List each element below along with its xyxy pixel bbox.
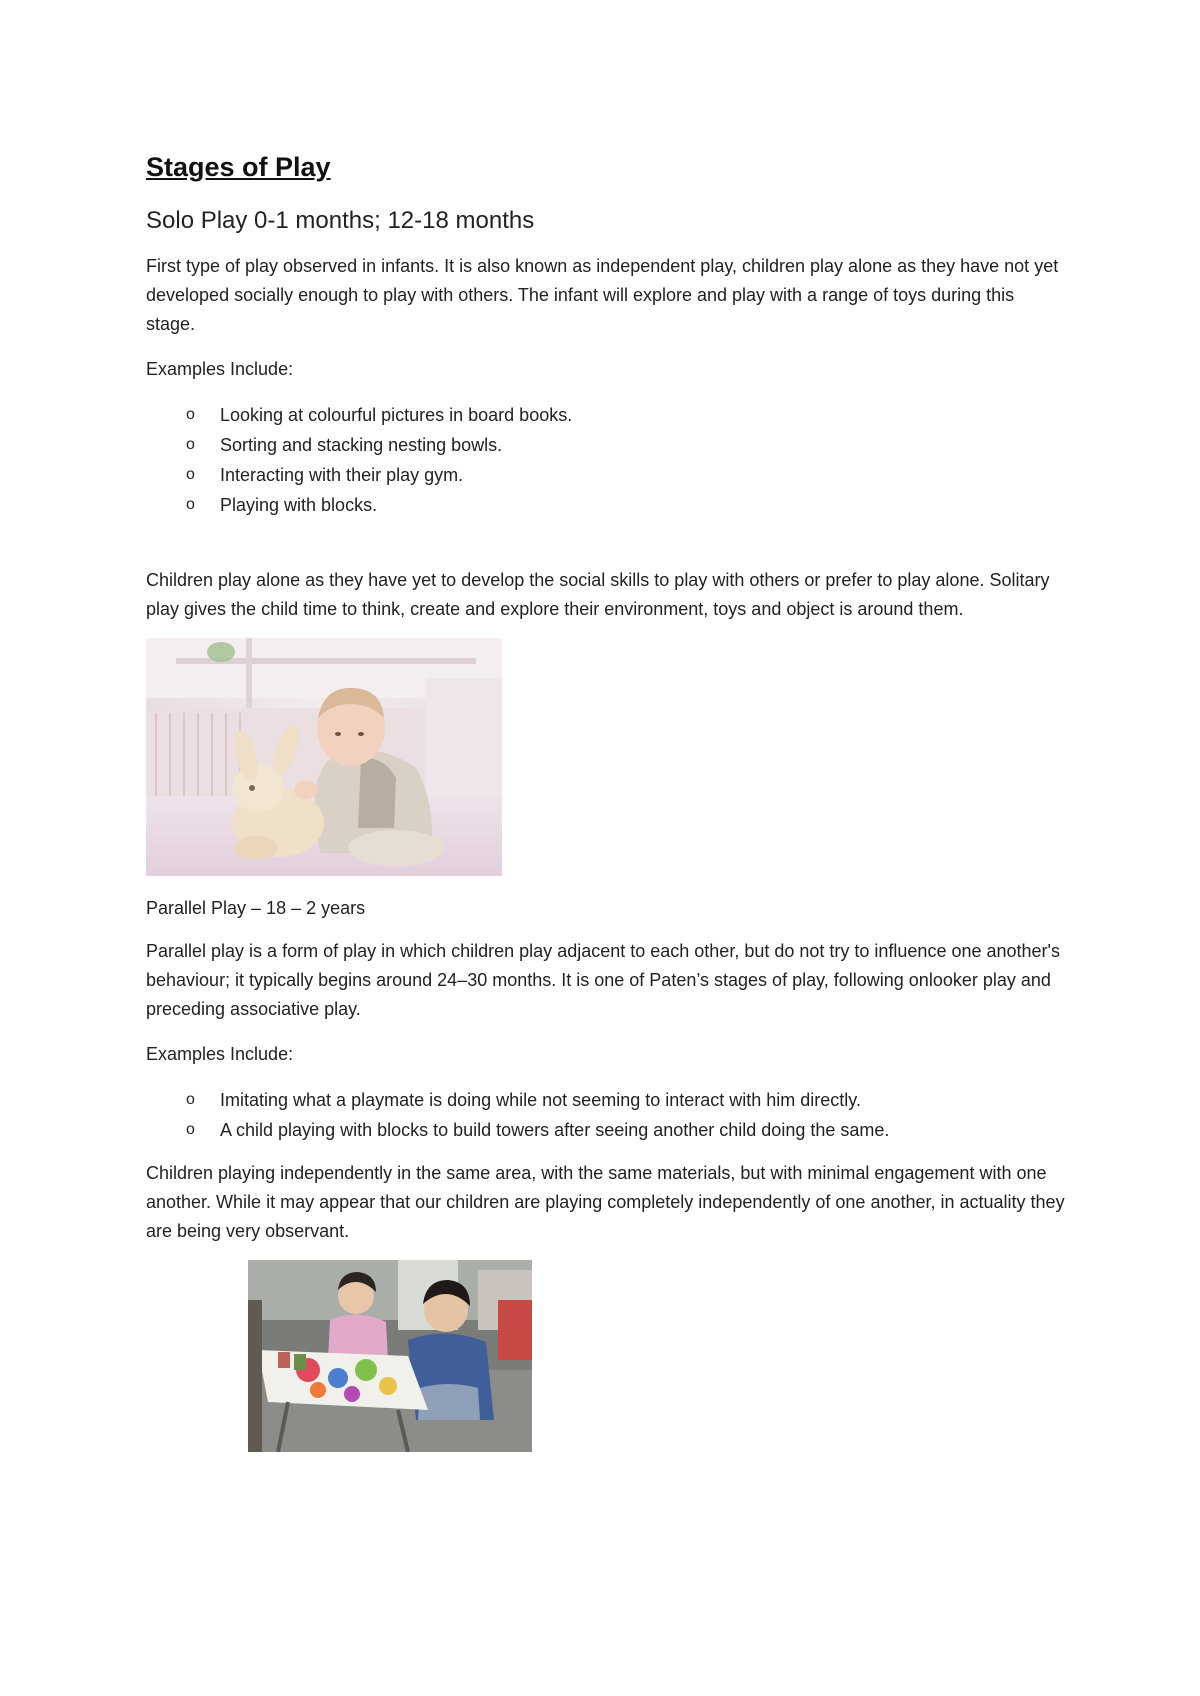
list-item-text: Playing with blocks. [220,495,378,515]
list-item [146,460,1066,490]
list-item-text: Sorting and stacking nesting bowls. [220,435,503,455]
bullet-marker: o [186,1091,195,1108]
parallel-play-heading: Parallel Play – 18 – 2 years [146,898,366,918]
children-painting-photo [248,1260,532,1452]
baby-with-plush-toy-photo [146,638,502,876]
list-item [146,490,1066,520]
solo-play-summary: Children play alone as they have yet to develop the social skills to play with others or prefer to play alone. Solitary play gives the child time to think, create and explore their environment, toys and object is around them. [146,570,1050,619]
bullet-marker: o [186,466,195,483]
solo-examples-label: Examples Include: [146,359,294,379]
list-item-text: Interacting with their play gym. [220,465,464,485]
bullet-marker: o [186,436,195,453]
parallel-play-intro: Parallel play is a form of play in which children play adjacent to each other, but do not try to influence one another's behaviour; it typically begins around 24–30 months. It is one of Paten’s stages of play, following onlooker play and preceding associative play. [146,941,1060,1019]
solo-examples-list [146,400,1066,520]
solo-play-heading: Solo Play 0-1 months; 12-18 months [146,207,535,234]
list-item [146,430,1066,460]
parallel-examples-list [146,1085,1066,1145]
page-title: Stages of Play [146,152,331,182]
bullet-marker: o [186,406,195,423]
list-item-text: Imitating what a playmate is doing while not seeming to interact with him directly. [220,1090,861,1110]
bullet-marker: o [186,1121,195,1138]
parallel-examples-label: Examples Include: [146,1044,294,1064]
solo-play-intro: First type of play observed in infants. It is also known as independent play, children play alone as they have not yet developed socially enough to play with others. The infant will explore and play with a range of toys during this stage. [146,256,1059,334]
parallel-play-summary: Children playing independently in the same area, with the same materials, but with minimal engagement with one another. While it may appear that our children are playing completely independently of one another, in actuality they are being very observant. [146,1163,1065,1241]
list-item [146,1115,1066,1145]
list-item-text: A child playing with blocks to build towers after seeing another child doing the same. [220,1120,890,1140]
bullet-marker: o [186,496,195,513]
list-item [146,1085,1066,1115]
list-item-text: Looking at colourful pictures in board books. [220,405,573,425]
list-item [146,400,1066,430]
document-content [146,148,1066,1452]
